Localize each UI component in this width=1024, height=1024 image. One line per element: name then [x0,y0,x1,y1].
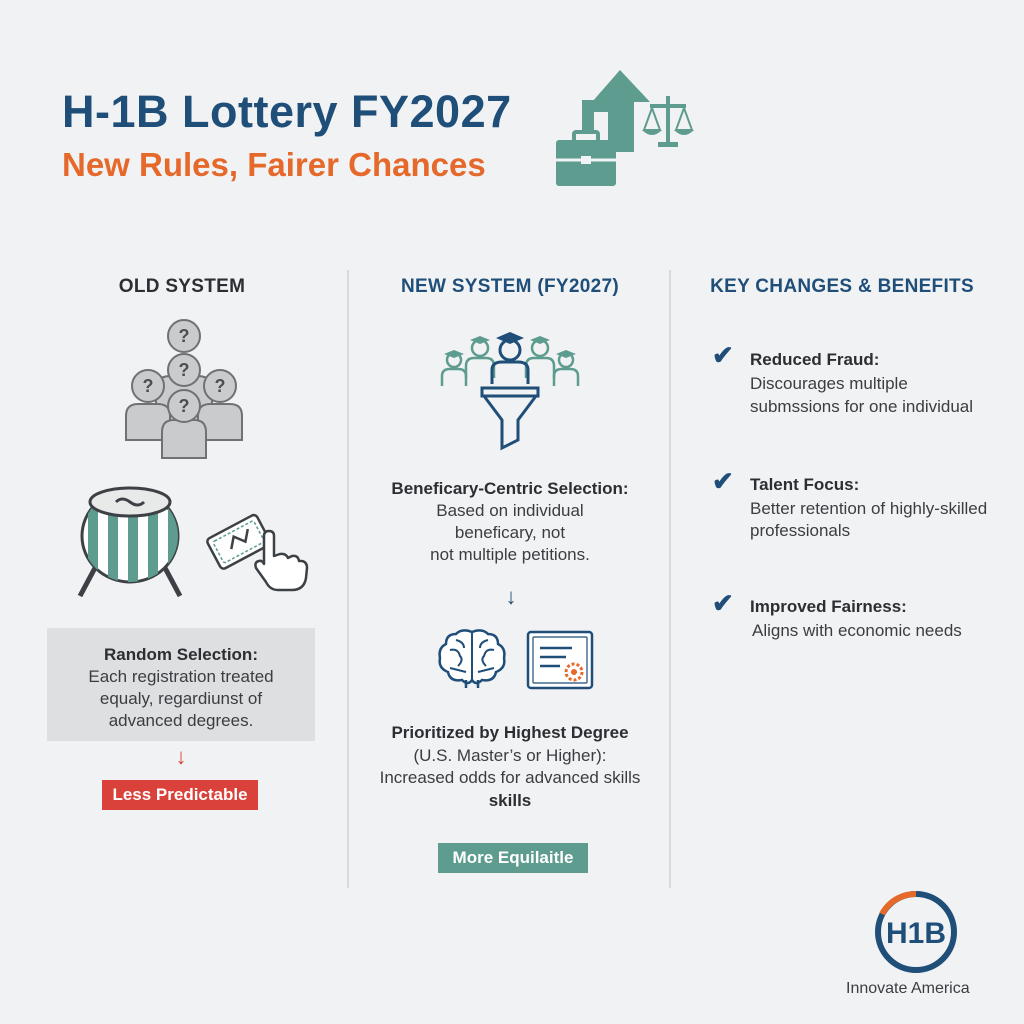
logo-mark: H1B [885,917,947,950]
benefit-title: Improved Fairness: [750,597,907,616]
more-equitable-badge: More Equilaitle [438,843,588,873]
priority-line: (U.S. Master’s or Higher): [413,746,607,765]
briefcase-arrow-scale-icon [550,66,700,190]
svg-text:?: ? [178,396,190,416]
benefit-description: Better retention of highly-skilled [750,499,988,518]
benefit-description: Aligns with economic needs [752,621,962,640]
column-divider [669,270,671,888]
selection-line: Based on individual [436,501,584,520]
column-divider [347,270,349,888]
benefit-description: professionals [750,521,851,540]
svg-text:?: ? [178,360,190,380]
benefits-heading: KEY CHANGES & BENEFITS [710,276,974,297]
svg-text:?: ? [142,376,154,396]
benefit-description: submssions for one individual [750,397,974,416]
selection-line: beneficary, not [454,523,566,542]
brain-icon [436,626,508,688]
benefit-description: Discourages multiple [750,374,908,393]
svg-text:?: ? [214,376,226,396]
down-arrow-icon: ↓ [175,744,187,769]
random-selection-line: equaly, regardiunst of [99,689,263,708]
page-subtitle: New Rules, Fairer Chances [62,146,486,183]
new-system-heading: NEW SYSTEM (FY2027) [401,276,619,297]
checkmark-icon: ✔ [712,466,734,496]
checkmark-icon: ✔ [712,588,734,618]
ticket-hand-icon [206,506,310,592]
selection-title: Beneficary-Centric Selection: [391,479,629,498]
priority-title: Prioritized by Highest Degree [391,723,629,742]
page-title: H-1B Lottery FY2027 [62,86,512,137]
priority-line: Increased odds for advanced skills [379,768,641,787]
h1b-logo [872,888,960,976]
old-system-heading: OLD SYSTEM [118,276,246,297]
down-arrow-icon: ↓ [505,584,517,609]
priority-line: skills [488,791,532,810]
benefit-title: Reduced Fraud: [750,350,880,369]
svg-text:?: ? [178,326,190,346]
question-people-icon [118,318,250,460]
lottery-drum-icon [74,480,186,600]
random-selection-line: advanced degrees. [108,711,254,730]
checkmark-icon: ✔ [712,340,734,370]
random-selection-line: Each registration treated [88,667,274,686]
less-predictable-badge: Less Predictable [102,780,258,810]
certificate-icon [526,630,594,690]
logo-tagline: Innovate America [846,980,970,997]
selection-line: not multiple petitions. [430,545,590,564]
graduates-funnel-icon [430,326,590,466]
benefit-title: Talent Focus: [750,475,860,494]
random-selection-title: Random Selection: [104,645,258,664]
